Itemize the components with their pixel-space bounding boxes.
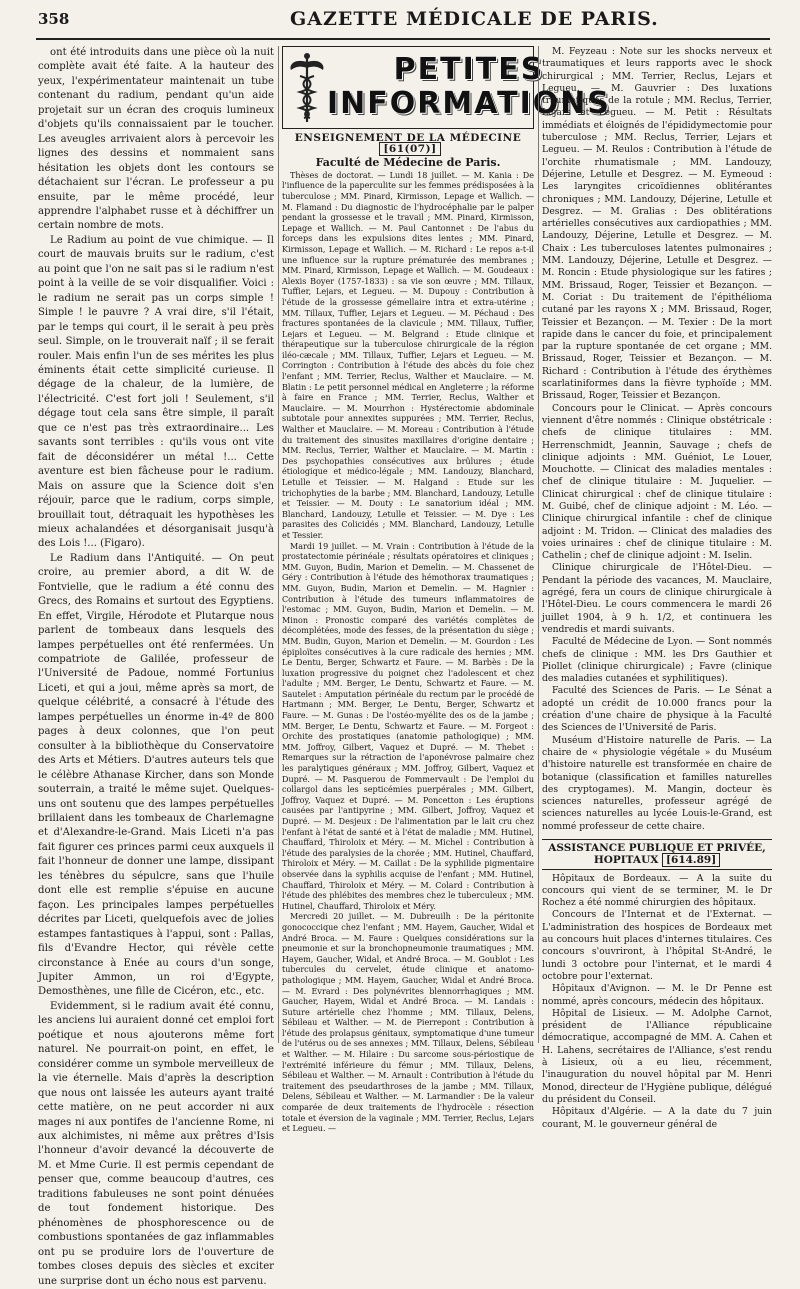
right-paragraph: Hôpitaux de Bordeaux. — A la suite du concours qui vient de se terminer, M. le Dr Rochez a été nommé chirurgien des hôpitaux.: [542, 872, 772, 909]
page-number: 358: [38, 10, 70, 28]
assistance-section-heading: [542, 839, 772, 870]
hopitaux-title: HOPITAUX: [593, 854, 659, 867]
right-column: [542, 46, 772, 1130]
thesis-list-paragraph: Mercredi 20 juillet. — M. Dubreuilh : De la péritonite gonococcique chez l'enfant ; MM. Hayem, Gaucher, Widal et André Broca. — M. Faure : Quelques considérations sur la pneumonie et sur la bronchopneumonie traumatiques ; MM. Hayem, Gaucher, Widal, et André Broca. — M. Goublot : Les tubercules du cervelet, étude clinique et anatomo-pathologique ; MM. Hayem, Gaucher, Widal et André Broca. — M. Evrard : Des polynévrites blennorrhagiques ; MM. Gaucher, Hayem, Widal et André Broca. — M. Landais : Suture artérielle chez l'homme ; MM. Tillaux, Delens, Sébileau et Walther. — M. de Pierrepont : Contribution à l'étude des prolapsus génitaux, symptomatique d'une tumeur de l'utérus ou de ses annexes ; MM. Tillaux, Delens, Sébileau et Walther. — M. Hilaire : Du sarcome sous-périostique de l'extrémité inférieure du fémur ; MM. Tillaux, Delens, Sébileau et Walther. — M. Arnault : Contribution à l'étude du traitement des pseudarthroses de la jambe ; MM. Tillaux, Delens, Sébileau et Walther. — M. Larmandier : De la valeur comparée de deux traitements de l'hydrocèle : résection totale et éversion de la vaginale ; MM. Terrier, Reclus, Lejars et Legueu. —: [282, 912, 534, 1134]
left-paragraph: Evidemment, si le radium avait été connu, les anciens lui auraient donné cet emploi fort poétique et nous ajouterons même fort naturel. Ne pourrait-on point, en effet, le considérer comme un symbole merveilleux de la vie éternelle. Mais d'après la description que nous ont laissée les auteurs ayant traité cette matière, on ne peut accorder ni aux mages ni aux pontifes de l'ancienne Rome, ni aux alchimistes, ni même aux prêtres d'Isis l'honneur d'avoir devancé la découverte de M. et Mme Curie. Il est permis cependant de penser que, comme beaucoup d'autres, ces traditions fabuleuses ne sont point dénuées de tout fondement historique. Des phénomènes de phosphorescence ou de combustions spontanées de gaz inflammables ont pu se produire lors de l'ouverture de tombes closes depuis des siècles et exciter une surprise dont un écho nous est parvenu.: [38, 1000, 274, 1287]
right-paragraph: Concours pour le Clinicat. — Après concours viennent d'être nommés : Clinique obstétricale : chefs de clinique titulaires : MM. Herrenschmidt, Jeannin, Sauvage ; chefs de clinique adjoints : MM. Guéniot, Le Louer, Mouchotte. — Clinicat des maladies mentales : chef de clinique titulaire : M. Juquelier. — Clinicat chirurgical : chef de clinique titulaire : M. Guibé, chef de clinique adjoint : M. Léo. — Clinique chirurgical infantile : chef de clinique adjoint : M. Tridon. — Clinicat des maladies des voies urinaires : chef de clinique titulaire : M. Cathelin ; chef de clinique adjoint : M. Iselin.: [542, 402, 772, 562]
caduceus-icon: [287, 50, 327, 124]
journal-title: GAZETTE MÉDICALE DE PARIS.: [290, 8, 659, 30]
right-paragraph: Concours de l'Internat et de l'Externat. — L'administration des hospices de Bordeaux met au concours huit places d'internes titulaires. Ces concours s'ouvriront, à l'hôpital St-André, le lundi 3 octobre pour l'internat, et le mardi 4 octobre pour l'externat.: [542, 909, 772, 982]
middle-column: [282, 46, 611, 1134]
left-column: [38, 46, 274, 1287]
right-paragraph: Muséum d'Histoire naturelle de Paris. — La chaire de « physiologie végétale » du Muséum d'histoire naturelle est transformée en chaire de botanique (classification et familles naturelles des cryptogames). M. Mangin, docteur ès sciences naturelles, professeur agrégé de sciences naturelles au lycée Louis-le-Grand, est nommé professeur de cette chaire.: [542, 734, 772, 832]
section-code: [61(07)]: [379, 142, 440, 156]
subsection-title: Faculté de Médecine de Paris.: [315, 156, 501, 170]
thesis-list-paragraph: Thèses de doctorat. — Lundi 18 juillet. — M. Kania : De l'influence de la paperculite sur les femmes prédisposées à la tuberculose ; MM. Pinard, Kirmisson, Lepage et Wallich. — M. Flamand : Du diagnostic de l'hydrocéphalie par le palper pendant la grossesse et le travail ; MM. Pinard, Kirmisson, Lepage et Wallich. — M. Paul Cantonnet : De l'abus du forceps dans les expulsions dites lentes ; MM. Pinard, Kirmisson, Lepage et Wallich. — M. Richard : Le repos a-t-il une influence sur la rupture prématurée des membranes ; MM. Pinard, Kirmisson, Lepage et Wallich. — M. Goudeaux : Alexis Boyer (1757-1833) : sa vie son œuvre ; MM. Tillaux, Tuffier, Lejars, et Legueu. — M. Dupouy : Contribution à l'étude de la grossesse gémellaire intra et extra-utérine ; MM. Tillaux, Tuffier, Lejars et Legueu. — M. Péchaud : Des fractures spontanées de la clavicule ; MM. Tillaux, Tuffier, Lejars et Legueu. — M. Belgrand : Etude clinique et thérapeutique sur la tuberculose chirurgicale de la région iléo-cæcale ; MM. Tillaux, Tuffier, Lejars et Legueu. — M. Corrington : Contribution à l'étude des abcès du foie chez l'enfant ; MM. Terrier, Reclus, Walther et Mauclaire. — M. Blatin : Le petit personnel médical en Angleterre ; la réforme à faire en France ; MM. Terrier, Reclus, Walther et Mauclaire. — M. Mourrhon : Hystérectomie abdominale subtotale pour annexites suppurées ; MM. Terrier, Reclus, Walther et Mauclaire. — M. Moreau : Contribution à l'étude du traitement des sinusites maxillaires d'origine dentaire ; MM. Reclus, Terrier, Walther et Mauclaire. — M. Martin : Des psychopathies consécutives aux brûlures ; étude étiologique et médico-légale ; MM. Landouzy, Blanchard, Letulle et Teissier. — M. Halgand : Etude sur les trichophyties de la barbe ; MM. Blanchard, Landouzy, Letulle et Teissier. — M. Douty : Le sanatorium idéal ; MM. Blanchard, Landouzy, Letulle et Teissier. — M. Dye : Les parasites des Colicidés ; MM. Blanchard, Landouzy, Letulle et Tessier.: [282, 170, 534, 540]
section-title: ENSEIGNEMENT DE LA MÉDECINE: [294, 132, 522, 144]
right-paragraph: Faculté de Médecine de Lyon. — Sont nommés chefs de clinique : MM. les Drs Gauthier et Piollet (clinique chirurgicale) ; Favre (clinique des maladies cutanées et syphilitiques).: [542, 636, 772, 685]
section-heading: [282, 133, 534, 154]
banner-title-line1: PETITES: [393, 52, 545, 87]
left-paragraph: Le Radium dans l'Antiquité. — On peut croire, au premier abord, a dit W. de Fontvielle, que le radium a été connu des Grecs, des Romains et surtout des Egyptiens. En effet, Virgile, Hérodote et Plutarque nous parlent de tombeaux dans lesquels des lampes perpétuelles ont été renfermées. Un compatriote de Galilée, professeur de l'Université de Padoue, nommé Fortunius Liceti, et qui a joui, même après sa mort, de quelque célébrité, a consacré à l'étude des lampes perpétuelles un énorme in-4º de 800 pages à deux colonnes, que l'on peut consulter à la bibliothèque du Conservatoire des Arts et Métiers. D'autres auteurs tels que le célèbre Athanase Kircher, dans son Monde souterrain, a traité le même sujet. Quelques-uns ont soutenu que des lampes perpétuelles brillaient dans les tombeaux de Charlemagne et d'Alexandre-le-Grand. Mais Liceti n'a pas fait figurer ces princes parmi ceux auxquels il fait l'honneur de donner une lampe, dissipant les ténèbres du sépulcre, sans que l'huile dont elle est remplie s'épuise en aucune façon. Les principales lampes perpétuelles décrites par Liceti, quelquefois avec de jolies estampes fantastiques à l'appui, sont : Pallas, fils d'Evandre Hector, qui révèle cette circonstance à Enée au cours d'un songe, Jupiter Ammon, un roi d'Egypte, Demosthènes, une fille de Cicéron, etc., etc.: [38, 552, 274, 998]
right-paragraph: Faculté des Sciences de Paris. — Le Sénat a adopté un crédit de 10.000 francs pour la création d'une chaire de physique à la Faculté des Sciences de l'Université de Paris.: [542, 685, 772, 734]
column-divider: [278, 46, 279, 1043]
left-paragraph: ont été introduits dans une pièce où la nuit complète avait été faite. A la hauteur des yeux, l'expérimentateur maintenait un tube contenant du radium, pendant qu'un aide projetait sur un écran des croquis lumineux d'objets qu'ils connaissaient par le toucher. Les aveugles arrivaient alors à percevoir les lignes des dessins et nommaient sans hésitation les objets dont les contours se détachaient sur l'écran. Le professeur a pu ensuite, par le même procédé, leur apprendre l'alphabet russe et à déchiffrer un certain nombre de mots.: [38, 47, 274, 232]
right-paragraph: Hôpitaux d'Avignon. — M. le Dr Penne est nommé, après concours, médecin des hôpitaux.: [542, 983, 772, 1007]
right-paragraph: M. Feyzeau : Note sur les shocks nerveux et traumatiques et leurs rapports avec le shock chirurgical ; MM. Terrier, Reclus, Lejars et Legueu. — M. Gauvrier : Des luxations traumatiques de la rotule ; MM. Reclus, Terrier, Lejars et Legueu. — M. Petit : Résultats immédiats et éloignés de l'épididymectomie pour tuberculose ; MM. Reclus, Terrier, Lejars et Legueu. — M. Reulos : Contribution à l'étude de l'orchite rhumatismale ; MM. Landouzy, Déjerine, Letulle et Desgrez. — M. Eymeoud : Les laryngites cricoïdiennes oblitérantes chroniques ; MM. Landouzy, Déjerine, Letulle et Desgrez. — M. Gralias : Des oblitérations artérielles consécutives aux cardiopathies ; MM. Landouzy, Déjerine, Letulle et Desgrez. — M. Chaix : Les tuberculoses latentes pulmonaires ; MM. Landouzy, Déjerine, Letulle et Desgrez. — M. Roncin : Etude physiologique sur les fatires ; MM. Brissaud, Roger, Teissier et Bezançon. — M. Coriat : Du traitement de l'épithélioma cutané par les rayons X ; MM. Brissaud, Roger, Teissier et Bezançon. — M. Texier : De la mort rapide dans le cancer du foie, et principalement par la rupture spontanée de cet organe ; MM. Brissaud, Roger, Teissier et Bezançon. — M. Richard : Contribution à l'étude des érythèmes scarlatiniformes dans la fièvre typhoïde ; MM. Brissaud, Roger, Teissier et Bezançon.: [542, 46, 772, 402]
right-paragraph: Clinique chirurgicale de l'Hôtel-Dieu. — Pendant la période des vacances, M. Mauclaire, agrégé, fera un cours de clinique chirurgicale à l'Hôtel-Dieu. Le cours commencera le mardi 26 juillet 1904, à 9 h. 1/2, et continuera les vendredis et mardi suivants.: [542, 562, 772, 635]
assistance-section-title: ASSISTANCE PUBLIQUE ET PRIVÉE,: [548, 842, 766, 854]
thesis-list-paragraph: Mardi 19 juillet. — M. Vrain : Contribution à l'étude de la prostatectomie périnéale ; résultats opératoires et cliniques ; MM. Guyon, Budin, Marion et Demelin. — M. Chassenet de Géry : Contribution à l'étude des hémothorax traumatiques ; MM. Guyon, Budin, Marion et Demelin. — M. Hagnier : Contribution à l'étude des tumeurs inflammatoires de l'estomac ; MM. Guyon, Budin, Marion et Demelin. — M. Minon : Pronostic comparé des variétés complètes de décomplétées, mode des fesses, de la présentation du siège ; MM. Budin, Guyon, Marion et Demelin. — M. Gourdon : Les épiploïtes consécutives à la cure radicale des hernies ; MM. Le Dentu, Berger, Schwartz et Faure. — M. Barbès : De la luxation progressive du poignet chez l'adolescent et chez l'adulte ; MM. Berger, Le Dentu, Schwartz et Faure. — M. Sautelet : Amputation périnéale du rectum par le procédé de Hartmann ; MM. Berger, Le Dentu, Berger, Schwartz et Faure. — M. Gunas : De l'ostéo-myélite des os de la jambe ; MM. Berger, Le Dentu, Schwartz et Faure. — M. Forgeot : Orchite des prostatiques (anatomie pathologique) ; MM. MM. Joffroy, Gilbert, Vaquez et Dupré. — M. Thebet : Remarques sur la rétraction de l'aponévrose palmaire chez les paralytiques généraux ; MM. Joffroy, Gilbert, Vaquez et Dupré. — M. Pasquerou de Fommervault : De l'emploi du collargol dans les septicémies puerpérales ; MM. Gilbert, Joffroy, Vaquez et Dupré. — M. Poncetton : Les éruptions causées par l'antipyrine ; MM. Gilbert, Joffroy, Vaquez et Dupré. — M. Desjeux : De l'alimentation par le lait cru chez l'enfant à l'état de santé et à l'état de maladie ; MM. Hutinel, Chauffard, Thiroloix et Méry. — M. Michel : Contribution à l'étude des paralysies de la chorée ; MM. Hutinel, Chauffard, Thiroloix et Méry. — M. Caillat : De la syphilide pigmentaire observée dans la syphilis acquise de l'enfant ; MM. Hutinel, Chauffard, Thiroloix et Méry. — M. Colard : Contribution à l'étude des phlébites des membres chez le tuberculeux ; MM. Hutinel, Chauffard, Thiroloix et Méry.: [282, 541, 534, 911]
banner-title-line2: INFORMATIONS: [327, 86, 611, 121]
right-paragraph: Hôpitaux d'Algérie. — A la date du 7 juin courant, M. le gouverneur général de: [542, 1106, 772, 1130]
right-paragraph: Hôpital de Lisieux. — M. Adolphe Carnot, président de l'Alliance républicaine démocratique, accompagné de MM. A. Cahen et H. Lahens, secrétaires de l'Alliance, s'est rendu à Lisieux, où a eu lieu, récemment, l'inauguration du nouvel hôpital par M. Henri Monod, directeur de l'Hygiène publique, délégué du président du Conseil.: [542, 1007, 772, 1105]
assistance-section-code: [614.89]: [662, 853, 720, 867]
petites-informations-banner: [282, 46, 611, 129]
column-divider: [538, 46, 539, 1043]
left-paragraph: Le Radium au point de vue chimique. — Il court de mauvais bruits sur le radium, c'est au point que l'on ne sait pas si le radium n'est point à la veille de se voir disqualifier. Voici : le radium ne serait pas un corps simple ! Simple ! le pauvre ? A vrai dire, s'il l'était, par le temps qui court, il le serait à peu près seul. Simple, on le trouverait naïf ; il se ferait rouler. Mais enfin l'un de ses mérites les plus éminents était cette simplicité curieuse. Il dégage de la chaleur, de la lumière, de l'électricité. C'est fort joli ! Seulement, s'il dégage tout cela sans être simple, il paraît que ce n'est pas très extraordinaire... Les savants sont terribles : qu'ils vous ont vite fait de déconsidérer un métal !... Cette aventure est bien fâcheuse pour le radium. Mais on assure que la Science doit s'en réjouir, parce que le radium, corps simple, brouillait tout, détraquait les hypothèses les mieux achalandées et désorganisait jusqu'à des Lois !... (Figaro).: [38, 234, 274, 550]
header-rule: [36, 38, 770, 40]
